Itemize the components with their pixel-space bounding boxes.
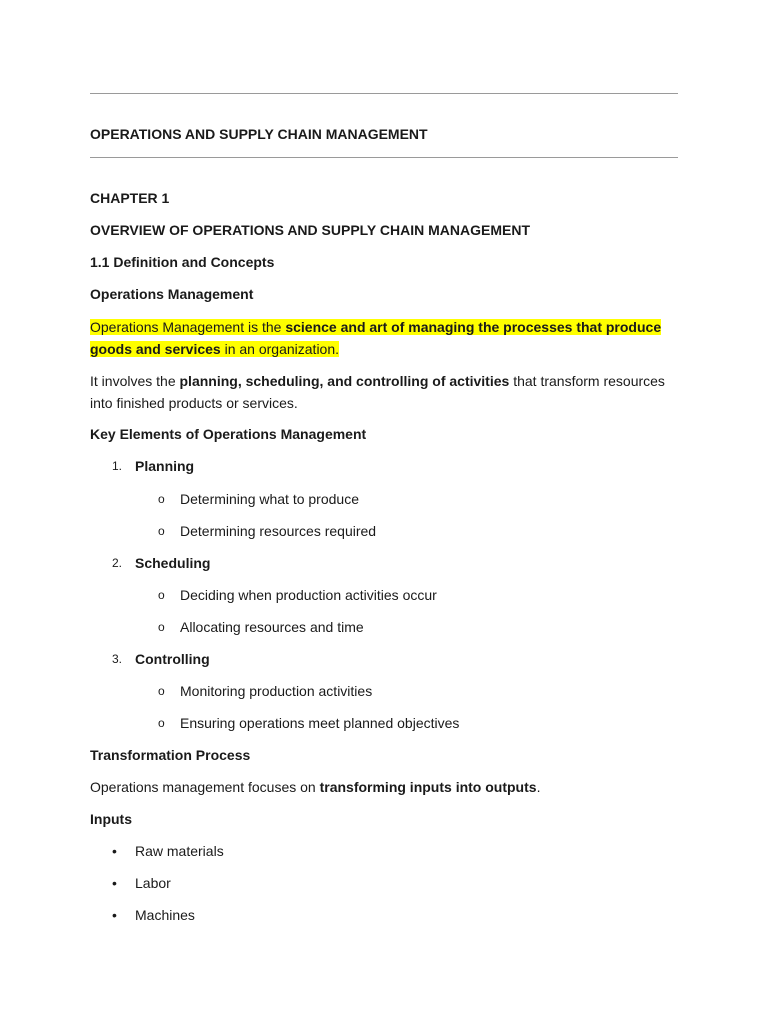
om-heading: Operations Management bbox=[90, 286, 254, 302]
key-element-planning: Planning bbox=[135, 458, 195, 474]
list-item: Ensuring operations meet planned objectives bbox=[180, 715, 460, 731]
list-number: 2. bbox=[112, 556, 123, 570]
bullet-marker: • bbox=[112, 843, 117, 859]
involves-text-2: that transform resources into finished products or services. bbox=[90, 373, 665, 411]
list-number: 1. bbox=[112, 459, 123, 473]
sub-bullet-marker: o bbox=[158, 620, 165, 634]
chapter-title: OVERVIEW OF OPERATIONS AND SUPPLY CHAIN MANAGEMENT bbox=[90, 222, 531, 238]
transformation-paragraph bbox=[90, 776, 678, 798]
list-item: Deciding when production activities occur bbox=[180, 587, 437, 603]
definition-bold: science and art of managing the processes that produce goods and services bbox=[90, 319, 662, 357]
list-number: 3. bbox=[112, 652, 123, 666]
sub-bullet-marker: o bbox=[158, 492, 165, 506]
definition-text-1: Operations Management is the bbox=[90, 319, 286, 335]
sub-bullet-marker: o bbox=[158, 588, 165, 602]
transformation-bold: transforming inputs into outputs bbox=[319, 779, 537, 795]
list-item: Labor bbox=[135, 875, 171, 891]
transformation-heading: Transformation Process bbox=[90, 747, 251, 763]
list-item: Monitoring production activities bbox=[180, 683, 373, 699]
header-bottom-rule bbox=[90, 157, 678, 158]
involves-paragraph bbox=[90, 370, 678, 414]
section-heading: 1.1 Definition and Concepts bbox=[90, 254, 275, 270]
list-item: Allocating resources and time bbox=[180, 619, 364, 635]
sub-bullet-marker: o bbox=[158, 716, 165, 730]
involves-bold: planning, scheduling, and controlling of activities bbox=[179, 373, 510, 389]
definition-text-2: in an organization. bbox=[220, 341, 340, 357]
inputs-heading: Inputs bbox=[90, 811, 132, 827]
header-title: OPERATIONS AND SUPPLY CHAIN MANAGEMENT bbox=[90, 126, 428, 142]
sub-bullet-marker: o bbox=[158, 524, 165, 538]
sub-bullet-marker: o bbox=[158, 684, 165, 698]
bullet-marker: • bbox=[112, 875, 117, 891]
transformation-text-2: . bbox=[536, 779, 541, 795]
transformation-text-1: Operations management focuses on bbox=[90, 779, 320, 795]
involves-text-1: It involves the bbox=[90, 373, 180, 389]
key-elements-heading: Key Elements of Operations Management bbox=[90, 426, 367, 442]
list-item: Raw materials bbox=[135, 843, 224, 859]
definition-highlight bbox=[90, 319, 661, 357]
chapter-label: CHAPTER 1 bbox=[90, 190, 170, 206]
top-rule bbox=[90, 93, 678, 94]
key-element-controlling: Controlling bbox=[135, 651, 210, 667]
list-item: Determining resources required bbox=[180, 523, 377, 539]
definition-paragraph bbox=[90, 316, 678, 360]
key-element-scheduling: Scheduling bbox=[135, 555, 211, 571]
bullet-marker: • bbox=[112, 907, 117, 923]
list-item: Determining what to produce bbox=[180, 491, 359, 507]
list-item: Machines bbox=[135, 907, 195, 923]
